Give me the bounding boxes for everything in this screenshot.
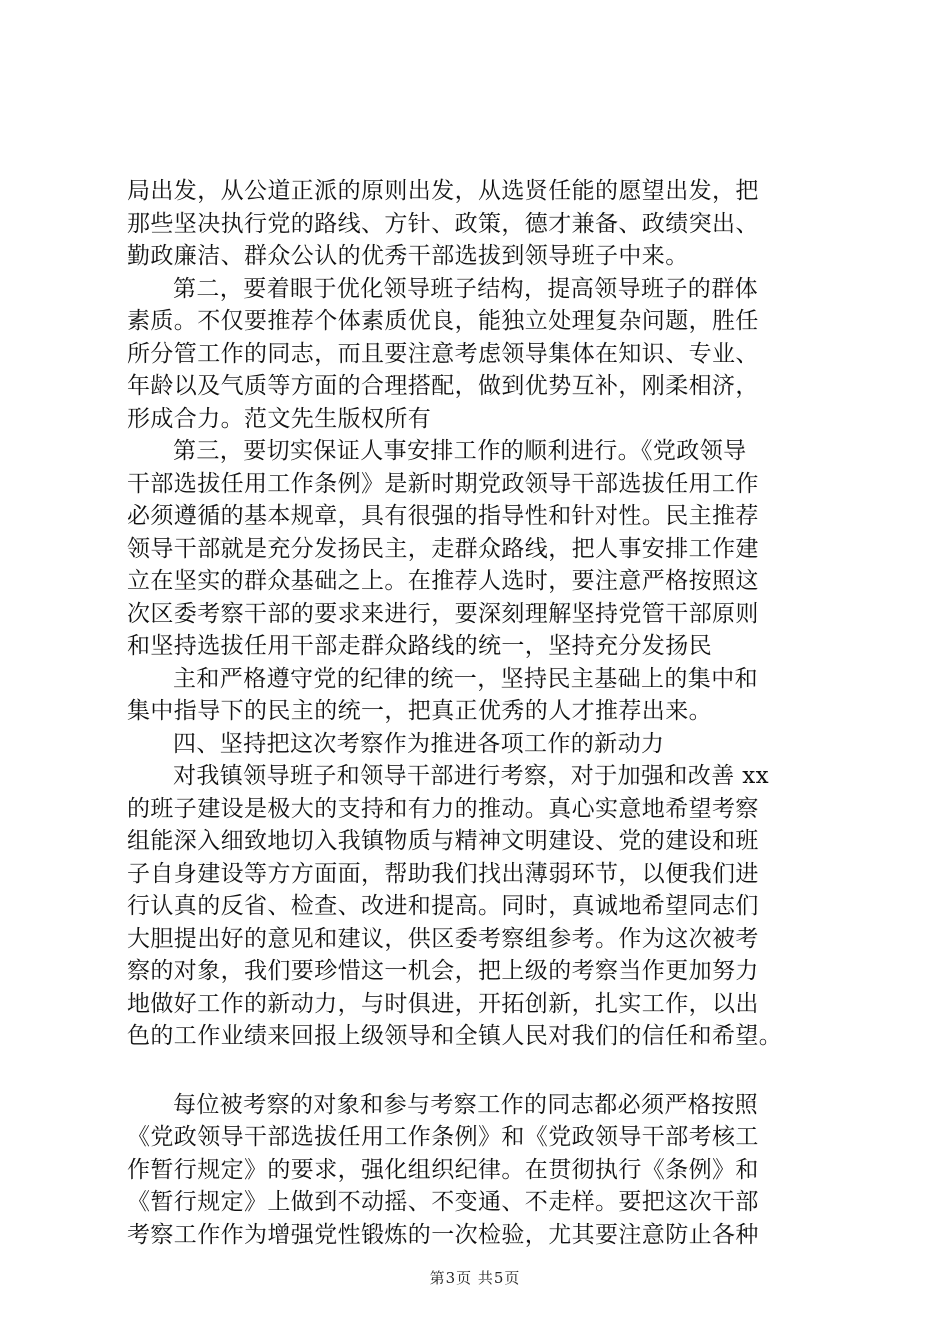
text-line: 子自身建设等方方面面，帮助我们找出薄弱环节，以便我们进: [127, 860, 759, 887]
text-line: 的班子建设是极大的支持和有力的推动。真心实意地希望考察: [127, 795, 759, 822]
text-line: 必须遵循的基本规章，具有很强的指导性和针对性。民主推荐: [127, 503, 759, 529]
text-line: 作暂行规定》的要求，强化组织纪律。在贯彻执行《条例》和: [127, 1156, 759, 1183]
text-line: 色的工作业绩来回报上级领导和全镇人民对我们的信任和希望。: [127, 1023, 783, 1049]
page-number: 第3页 共5页: [429, 1269, 521, 1287]
text-line: 行认真的反省、检查、改进和提高。同时，真诚地希望同志们: [127, 893, 759, 919]
text-line: 勤政廉洁、群众公认的优秀干部选拔到领导班子中来。: [127, 243, 689, 269]
text-line: 主和严格遵守党的纪律的统一，坚持民主基础上的集中和: [173, 665, 758, 692]
text-line: 形成合力。范文先生版权所有: [127, 405, 432, 432]
text-line: 《党政领导干部选拔任用工作条例》和《党政领导干部考核工: [127, 1124, 759, 1150]
text-line: 和坚持选拔任用干部走群众路线的统一，坚持充分发扬民: [127, 633, 712, 659]
text-line: 集中指导下的民主的统一，把真正优秀的人才推荐出来。: [127, 698, 712, 724]
text-line: 那些坚决执行党的路线、方针、政策，德才兼备、政绩突出、: [127, 210, 759, 237]
text-line: 第二，要着眼于优化领导班子结构，提高领导班子的群体: [173, 275, 758, 302]
text-line: 组能深入细致地切入我镇物质与精神文明建设、党的建设和班: [127, 828, 759, 854]
text-line: 素质。不仅要推荐个体素质优良，能独立处理复杂问题，胜任: [127, 308, 759, 334]
document-body: [127, 175, 847, 1251]
text-line: 大胆提出好的意见和建议，供区委考察组参考。作为这次被考: [127, 925, 759, 952]
text-line: 察的对象，我们要珍惜这一机会，把上级的考察当作更加努力: [127, 958, 759, 984]
text-line: 《暂行规定》上做到不动摇、不变通、不走样。要把这次干部: [127, 1189, 759, 1215]
text-line: 局出发，从公道正派的原则出发，从选贤任能的愿望出发，把: [127, 178, 759, 204]
text-line: 立在坚实的群众基础之上。在推荐人选时，要注意严格按照这: [127, 568, 759, 594]
paragraph-gap: [127, 1053, 847, 1089]
text-line: 年龄以及气质等方面的合理搭配，做到优势互补，刚柔相济，: [127, 373, 759, 399]
text-line: 地做好工作的新动力，与时俱进，开拓创新，扎实工作，以出: [127, 990, 759, 1017]
text-line: 考察工作作为增强党性锻炼的一次检验，尤其要注意防止各种: [127, 1221, 759, 1248]
text-line: 每位被考察的对象和参与考察工作的同志都必须严格按照: [173, 1091, 758, 1118]
text-line: 所分管工作的同志，而且要注意考虑领导集体在知识、专业、: [127, 340, 759, 367]
text-line: 领导干部就是充分发扬民主，走群众路线，把人事安排工作建: [127, 535, 759, 562]
text-line: 第三，要切实保证人事安排工作的顺利进行。《党政领导: [173, 438, 747, 464]
text-line: 对我镇领导班子和领导干部进行考察，对于加强和改善 xx: [173, 763, 770, 789]
text-line: 次区委考察干部的要求来进行，要深刻理解坚持党管干部原则: [127, 600, 759, 627]
text-line: 干部选拔任用工作条例》是新时期党政领导干部选拔任用工作: [127, 470, 759, 497]
section-heading: 四、坚持把这次考察作为推进各项工作的新动力: [173, 730, 665, 757]
